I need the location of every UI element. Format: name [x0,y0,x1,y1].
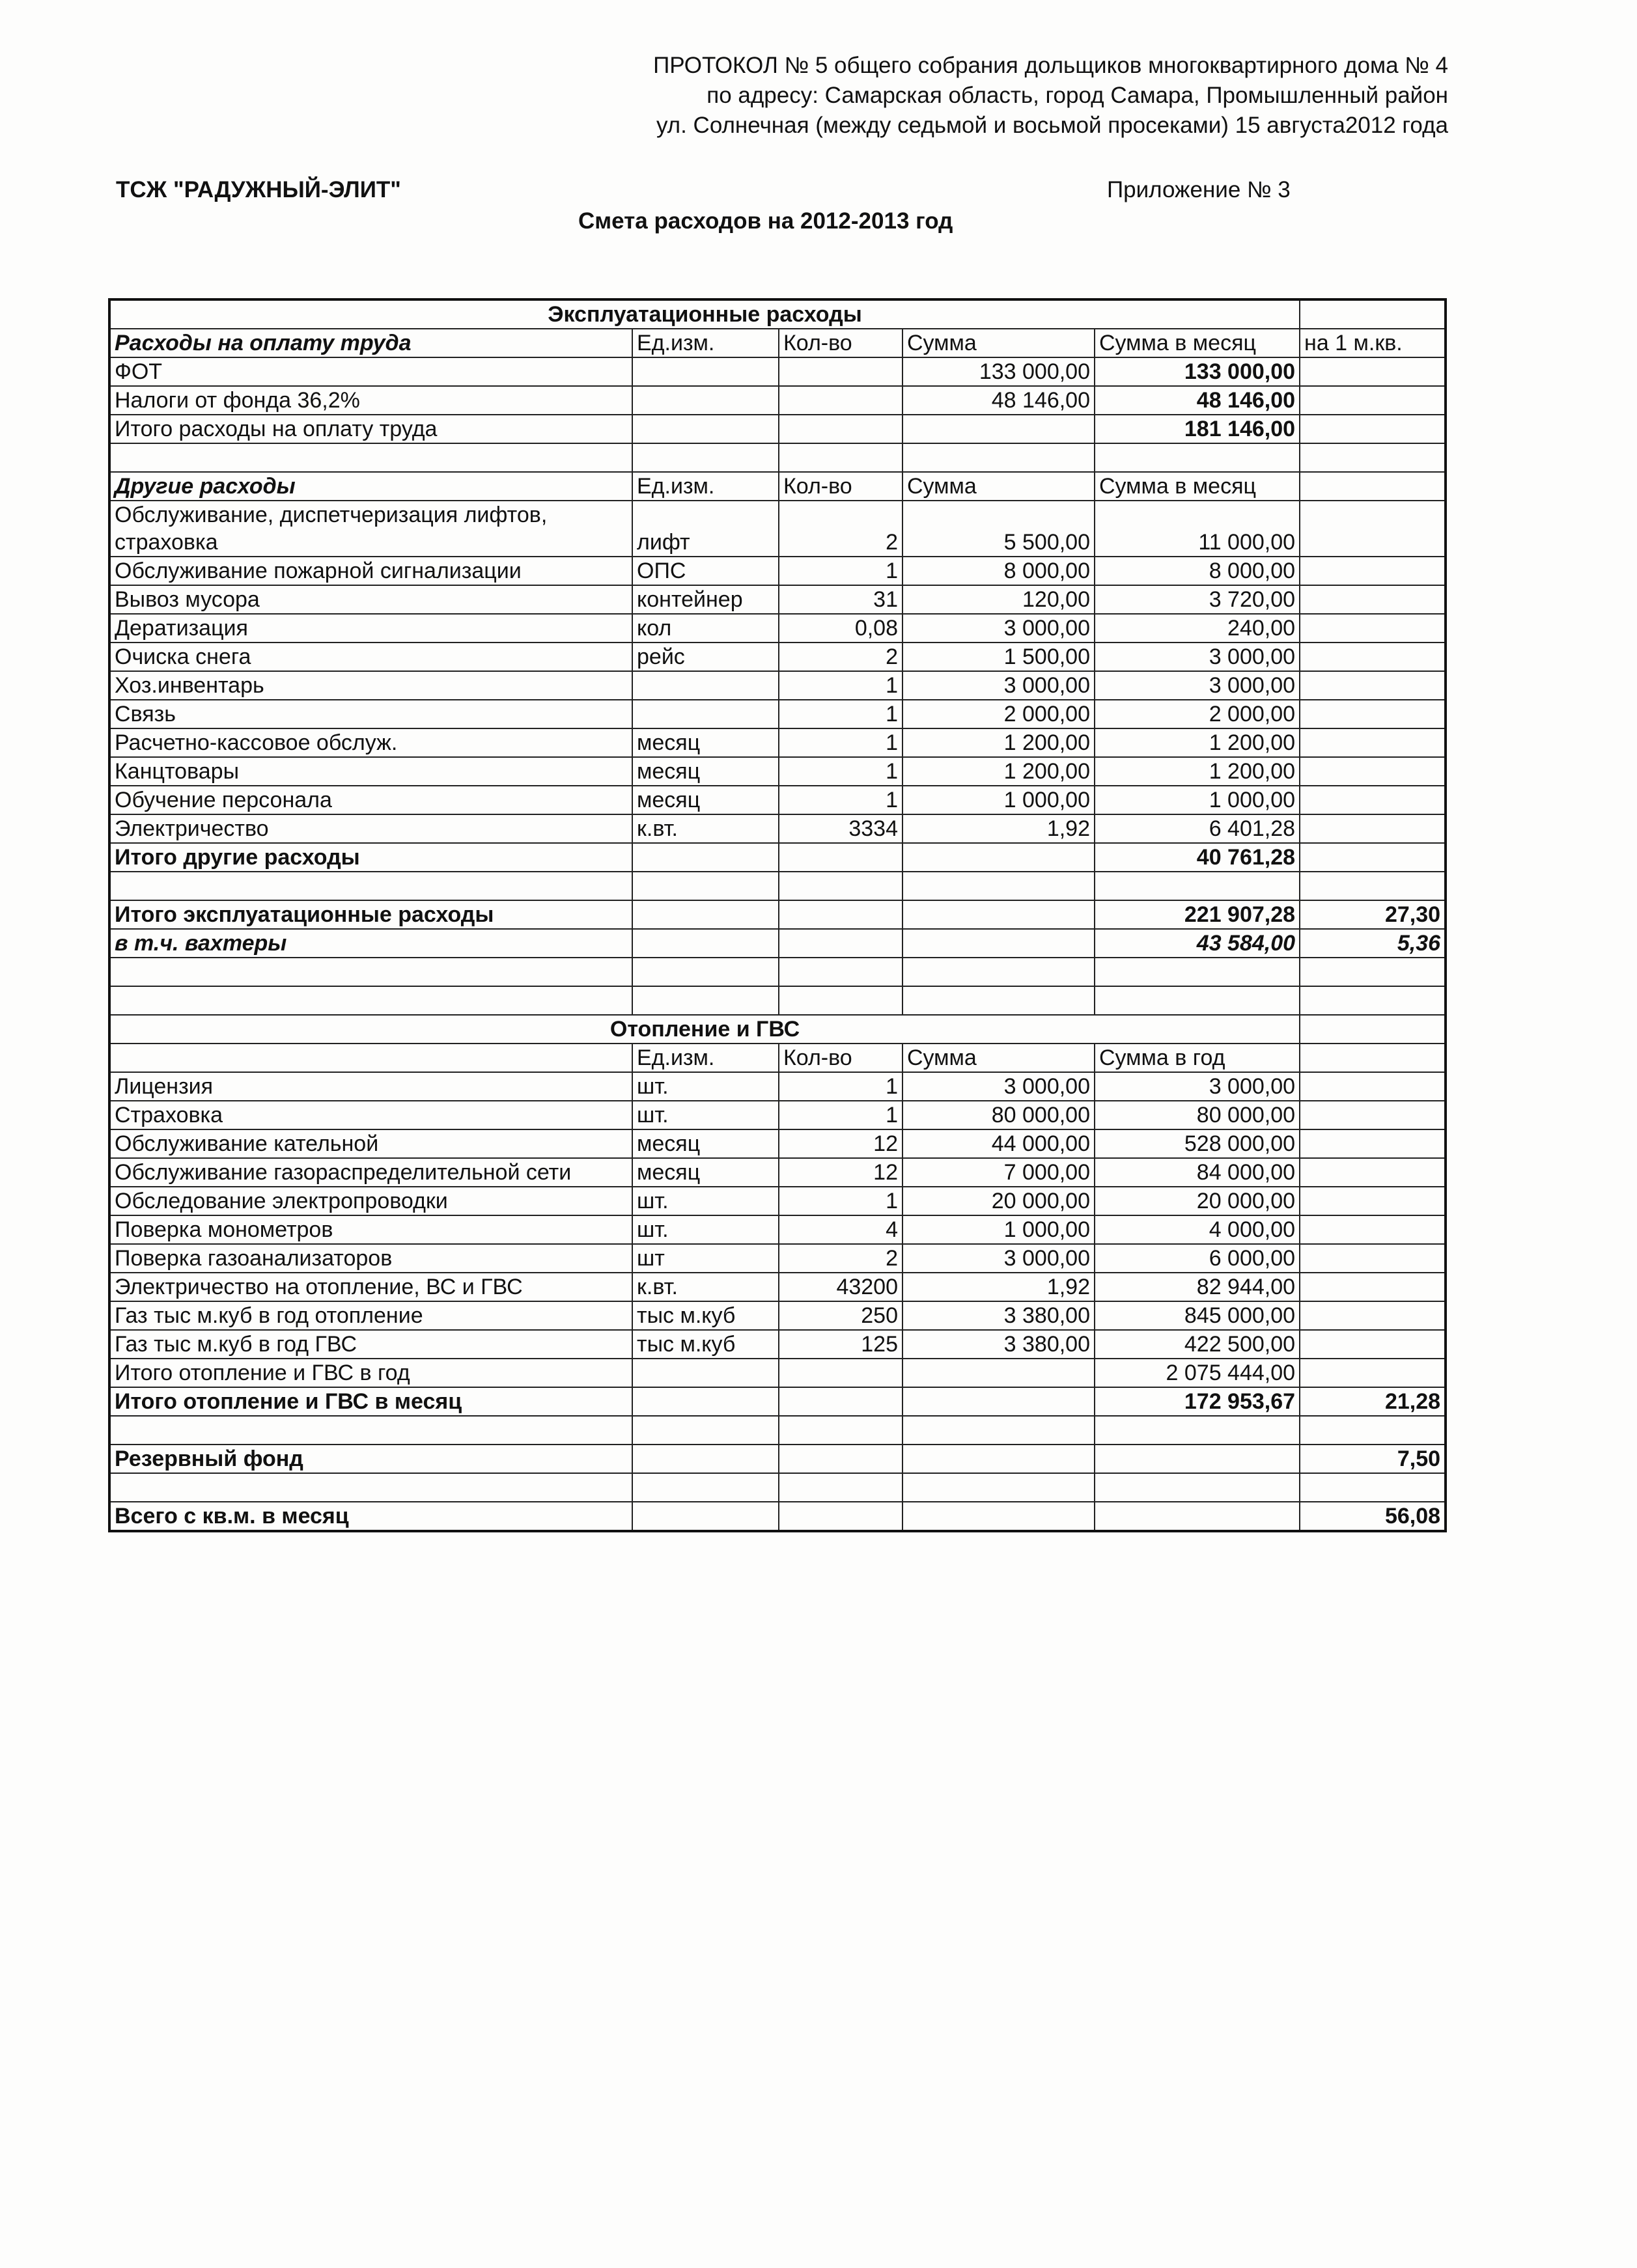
table-cell: 2 075 444,00 [1095,1359,1300,1387]
table-cell: Связь [109,700,632,728]
table-cell [779,900,902,929]
labor-header-row [109,329,1446,357]
table-cell: тыс м.куб [632,1330,779,1359]
table-cell: в т.ч. вахтеры [109,929,632,958]
table-cell: Дератизация [109,614,632,643]
table-cell [632,872,779,900]
table-cell [1300,728,1446,757]
table-cell [1300,1101,1446,1129]
table-cell: 3 000,00 [1095,1072,1300,1101]
table-cell: Электричество на отопление, ВС и ГВС [109,1273,632,1301]
reserve-fund-row [109,1445,1446,1473]
table-cell [1300,872,1446,900]
protocol-header-line-1: ПРОТОКОЛ № 5 общего собрания дольщиков многоквартирного дома № 4 [653,53,1448,78]
table-cell: 82 944,00 [1095,1273,1300,1301]
table-cell: Итого отопление и ГВС в месяц [109,1387,632,1416]
table-cell [1300,643,1446,671]
table-cell: 56,08 [1300,1502,1446,1531]
table-cell: 1,92 [902,814,1095,843]
table-row [109,1244,1446,1273]
table-cell: месяц [632,786,779,814]
table-cell [109,443,632,472]
table-cell: 27,30 [1300,900,1446,929]
table-cell: Сумма [902,472,1095,501]
table-row [109,814,1446,843]
table-cell: 3 000,00 [902,614,1095,643]
table-row [109,357,1446,386]
table-cell: Поверка газоанализаторов [109,1244,632,1273]
table-cell: 2 000,00 [902,700,1095,728]
table-cell: к.вт. [632,814,779,843]
table-cell: 48 146,00 [902,386,1095,415]
guards-row [109,929,1446,958]
table-row [109,585,1446,614]
table-cell [1300,557,1446,585]
table-cell: к.вт. [632,1273,779,1301]
table-cell [1300,700,1446,728]
table-cell [779,386,902,415]
table-cell: 7 000,00 [902,1158,1095,1187]
table-cell: шт [632,1244,779,1273]
organization-name: ТСЖ "РАДУЖНЫЙ-ЭЛИТ" [116,177,401,202]
table-cell [779,872,902,900]
table-cell: 1 [779,700,902,728]
table-cell: 3 000,00 [902,671,1095,700]
protocol-header [653,51,1448,141]
table-cell [779,958,902,986]
table-cell: 3 000,00 [1095,671,1300,700]
table-cell [1300,786,1446,814]
table-cell [1300,1215,1446,1244]
table-cell: 2 [779,643,902,671]
table-cell: 125 [779,1330,902,1359]
table-row [109,786,1446,814]
table-cell: 1 [779,728,902,757]
grand-total-row [109,1502,1446,1531]
table-row [109,700,1446,728]
table-cell [1300,843,1446,872]
table-cell: 1 [779,757,902,786]
table-cell: месяц [632,1158,779,1187]
table-cell: 1 [779,1187,902,1215]
table-cell: 250 [779,1301,902,1330]
table-cell: 12 [779,1129,902,1158]
table-cell: ФОТ [109,357,632,386]
table-cell [632,1473,779,1502]
table-cell [1300,1473,1446,1502]
table-cell: Обслуживание пожарной сигнализации [109,557,632,585]
table-row [109,1072,1446,1101]
table-cell [1300,1301,1446,1330]
table-cell: 1 [779,557,902,585]
table-cell: 422 500,00 [1095,1330,1300,1359]
table-cell [1095,1416,1300,1445]
table-cell [779,1416,902,1445]
table-cell [632,986,779,1015]
table-cell [1300,1129,1446,1158]
table-cell [779,415,902,443]
table-cell [902,900,1095,929]
table-cell [632,843,779,872]
table-cell [632,929,779,958]
table-cell [632,415,779,443]
table-cell [1300,357,1446,386]
table-cell: шт. [632,1072,779,1101]
table-cell: 6 000,00 [1095,1244,1300,1273]
table-cell [632,1416,779,1445]
table-cell [779,1445,902,1473]
table-cell: 3 000,00 [902,1244,1095,1273]
table-cell [1095,1445,1300,1473]
table-cell: 1 000,00 [902,786,1095,814]
table-cell: Итого расходы на оплату труда [109,415,632,443]
table-row [109,1330,1446,1359]
table-cell: 12 [779,1158,902,1187]
table-cell: 1,92 [902,1273,1095,1301]
section-title-operating [109,299,1446,329]
table-cell: 4 000,00 [1095,1215,1300,1244]
table-cell: 8 000,00 [1095,557,1300,585]
table-row [109,501,1446,557]
table-cell: Обучение персонала [109,786,632,814]
table-cell: Другие расходы [109,472,632,501]
table-cell: Очиска снега [109,643,632,671]
table-cell: 3 000,00 [902,1072,1095,1101]
table-cell: Обслуживание, диспетчеризация лифтов, страховка [109,501,632,557]
table-cell: шт. [632,1101,779,1129]
table-cell: 1 200,00 [902,757,1095,786]
table-cell [902,1359,1095,1387]
table-cell: 2 000,00 [1095,700,1300,728]
table-cell: 5,36 [1300,929,1446,958]
table-cell: Кол-во [779,1044,902,1072]
table-cell: 21,28 [1300,1387,1446,1416]
table-cell [902,1445,1095,1473]
table-cell: шт. [632,1187,779,1215]
table-cell: 1 [779,1101,902,1129]
table-cell [779,357,902,386]
table-cell [1300,585,1446,614]
table-cell [779,986,902,1015]
table-cell [632,1359,779,1387]
table-row [109,1215,1446,1244]
table-cell: месяц [632,1129,779,1158]
table-cell [1095,872,1300,900]
table-cell [1300,1330,1446,1359]
spacer-row [109,958,1446,986]
table-cell [109,958,632,986]
table-cell: 43 584,00 [1095,929,1300,958]
table-cell: Эксплуатационные расходы [109,299,1300,329]
table-cell: шт. [632,1215,779,1244]
table-cell: 43200 [779,1273,902,1301]
table-cell: 172 953,67 [1095,1387,1300,1416]
table-cell [632,671,779,700]
table-cell [902,929,1095,958]
table-cell [109,1044,632,1072]
table-cell: Обслуживание газораспределительной сети [109,1158,632,1187]
table-cell [1300,1044,1446,1072]
table-cell: 1 [779,786,902,814]
table-cell: 1 [779,671,902,700]
table-cell [1300,1359,1446,1387]
table-cell: 3334 [779,814,902,843]
table-cell [109,986,632,1015]
table-cell: тыс м.куб [632,1301,779,1330]
table-cell: 11 000,00 [1095,501,1300,557]
table-cell [1300,472,1446,501]
table-cell [1300,757,1446,786]
table-cell: Итого отопление и ГВС в год [109,1359,632,1387]
table-cell [902,1387,1095,1416]
table-cell [1300,614,1446,643]
document-title: Смета расходов на 2012-2013 год [578,208,953,234]
table-cell: 31 [779,585,902,614]
table-cell [1300,443,1446,472]
table-cell: 1 000,00 [902,1215,1095,1244]
heating-header-row [109,1044,1446,1072]
table-cell [779,1359,902,1387]
table-cell: 181 146,00 [1095,415,1300,443]
table-cell [779,1473,902,1502]
table-cell [1300,1244,1446,1273]
table-cell: Итого другие расходы [109,843,632,872]
appendix-label: Приложение № 3 [1107,177,1291,202]
table-cell [779,843,902,872]
table-cell: Сумма в месяц [1095,472,1300,501]
table-cell [902,843,1095,872]
table-cell [779,929,902,958]
table-cell: Кол-во [779,472,902,501]
table-cell: контейнер [632,585,779,614]
operating-total-row [109,900,1446,929]
table-cell: Поверка монометров [109,1215,632,1244]
budget-table-body [109,299,1446,1531]
table-cell: Ед.изм. [632,472,779,501]
table-cell: Всего с кв.м. в месяц [109,1502,632,1531]
table-cell [1300,958,1446,986]
table-row [109,757,1446,786]
other-total-row [109,843,1446,872]
table-cell: 20 000,00 [1095,1187,1300,1215]
table-cell [109,872,632,900]
spacer-row [109,1473,1446,1502]
table-row [109,614,1446,643]
table-cell: Канцтовары [109,757,632,786]
table-row [109,1273,1446,1301]
table-row [109,1129,1446,1158]
table-row [109,1301,1446,1330]
table-cell: 84 000,00 [1095,1158,1300,1187]
table-cell: 7,50 [1300,1445,1446,1473]
table-cell: ОПС [632,557,779,585]
table-cell: Резервный фонд [109,1445,632,1473]
table-cell: 80 000,00 [1095,1101,1300,1129]
table-cell: 2 [779,1244,902,1273]
table-cell: рейс [632,643,779,671]
table-cell: 3 380,00 [902,1330,1095,1359]
section-title-heating [109,1015,1446,1044]
table-cell: 20 000,00 [902,1187,1095,1215]
table-cell [1095,1502,1300,1531]
table-cell: 133 000,00 [902,357,1095,386]
table-cell: 845 000,00 [1095,1301,1300,1330]
table-cell: 44 000,00 [902,1129,1095,1158]
table-cell: 3 000,00 [1095,643,1300,671]
table-cell: 1 200,00 [902,728,1095,757]
table-cell: 0,08 [779,614,902,643]
table-cell: Итого эксплуатационные расходы [109,900,632,929]
table-cell: Электричество [109,814,632,843]
table-cell [1095,986,1300,1015]
table-cell [1300,1187,1446,1215]
table-cell: 80 000,00 [902,1101,1095,1129]
table-cell [1300,1072,1446,1101]
table-cell [109,1416,632,1445]
table-cell: Сумма в год [1095,1044,1300,1072]
other-header-row [109,472,1446,501]
table-cell: Обследование электропроводки [109,1187,632,1215]
table-cell [902,1416,1095,1445]
table-cell: 3 380,00 [902,1301,1095,1330]
table-cell: 5 500,00 [902,501,1095,557]
table-cell [902,1473,1095,1502]
table-cell [1300,1015,1446,1044]
table-cell: Расходы на оплату труда [109,329,632,357]
table-cell: Налоги от фонда 36,2% [109,386,632,415]
table-cell: 133 000,00 [1095,357,1300,386]
table-cell: Ед.изм. [632,329,779,357]
table-row [109,557,1446,585]
spacer-row [109,986,1446,1015]
table-cell: Сумма в месяц [1095,329,1300,357]
table-cell: 1 200,00 [1095,728,1300,757]
table-cell [1300,386,1446,415]
table-cell [632,900,779,929]
table-cell [1095,958,1300,986]
table-row [109,671,1446,700]
table-cell [1300,1273,1446,1301]
table-row [109,1187,1446,1215]
table-cell: 528 000,00 [1095,1129,1300,1158]
table-cell [779,443,902,472]
table-cell: Кол-во [779,329,902,357]
table-cell: Сумма [902,1044,1095,1072]
heating-year-total-row [109,1359,1446,1387]
table-cell: Страховка [109,1101,632,1129]
table-row [109,386,1446,415]
table-cell [1300,501,1446,557]
table-cell [1300,1416,1446,1445]
table-cell: 3 720,00 [1095,585,1300,614]
protocol-header-line-3: ул. Солнечная (между седьмой и восьмой просеками) 15 августа2012 года [656,113,1448,138]
table-cell [632,1445,779,1473]
protocol-header-line-2: по адресу: Самарская область, город Самара, Промышленный район [707,83,1448,108]
table-cell [1095,443,1300,472]
table-cell [779,1387,902,1416]
table-cell: Расчетно-кассовое обслуж. [109,728,632,757]
table-cell [902,958,1095,986]
table-cell [1300,986,1446,1015]
table-cell: Лицензия [109,1072,632,1101]
table-cell: месяц [632,728,779,757]
table-cell: 48 146,00 [1095,386,1300,415]
table-cell: 1 200,00 [1095,757,1300,786]
table-cell [902,986,1095,1015]
table-row [109,643,1446,671]
budget-table [108,298,1447,1532]
table-row [109,1101,1446,1129]
spacer-row [109,443,1446,472]
table-row [109,415,1446,443]
table-cell: кол [632,614,779,643]
table-cell: Сумма [902,329,1095,357]
table-cell: 8 000,00 [902,557,1095,585]
table-cell [1300,1158,1446,1187]
table-cell: 40 761,28 [1095,843,1300,872]
table-row [109,728,1446,757]
table-cell [902,1502,1095,1531]
table-cell [632,357,779,386]
table-cell: 1 500,00 [902,643,1095,671]
table-cell: 221 907,28 [1095,900,1300,929]
table-cell: Ед.изм. [632,1044,779,1072]
spacer-row [109,872,1446,900]
table-cell: 4 [779,1215,902,1244]
table-cell [1300,299,1446,329]
table-cell [779,1502,902,1531]
table-cell [632,958,779,986]
table-cell [902,872,1095,900]
table-cell: 120,00 [902,585,1095,614]
table-cell: Обслуживание кательной [109,1129,632,1158]
table-cell [632,1502,779,1531]
table-cell: 1 000,00 [1095,786,1300,814]
table-cell: Хоз.инвентарь [109,671,632,700]
table-cell: на 1 м.кв. [1300,329,1446,357]
table-row [109,1158,1446,1187]
table-cell [632,700,779,728]
table-cell [632,1387,779,1416]
table-cell: лифт [632,501,779,557]
table-cell [1300,814,1446,843]
table-cell: 1 [779,1072,902,1101]
table-cell [1095,1473,1300,1502]
table-cell [632,386,779,415]
heating-month-total-row [109,1387,1446,1416]
table-cell: 240,00 [1095,614,1300,643]
table-cell [902,443,1095,472]
table-cell [902,415,1095,443]
table-cell [1300,671,1446,700]
table-cell: Газ тыс м.куб в год ГВС [109,1330,632,1359]
table-cell: Газ тыс м.куб в год отопление [109,1301,632,1330]
table-cell: 6 401,28 [1095,814,1300,843]
spacer-row [109,1416,1446,1445]
table-cell [109,1473,632,1502]
table-cell: месяц [632,757,779,786]
table-cell: Вывоз мусора [109,585,632,614]
table-cell [632,443,779,472]
table-cell: Отопление и ГВС [109,1015,1300,1044]
table-cell: 2 [779,501,902,557]
table-cell [1300,415,1446,443]
